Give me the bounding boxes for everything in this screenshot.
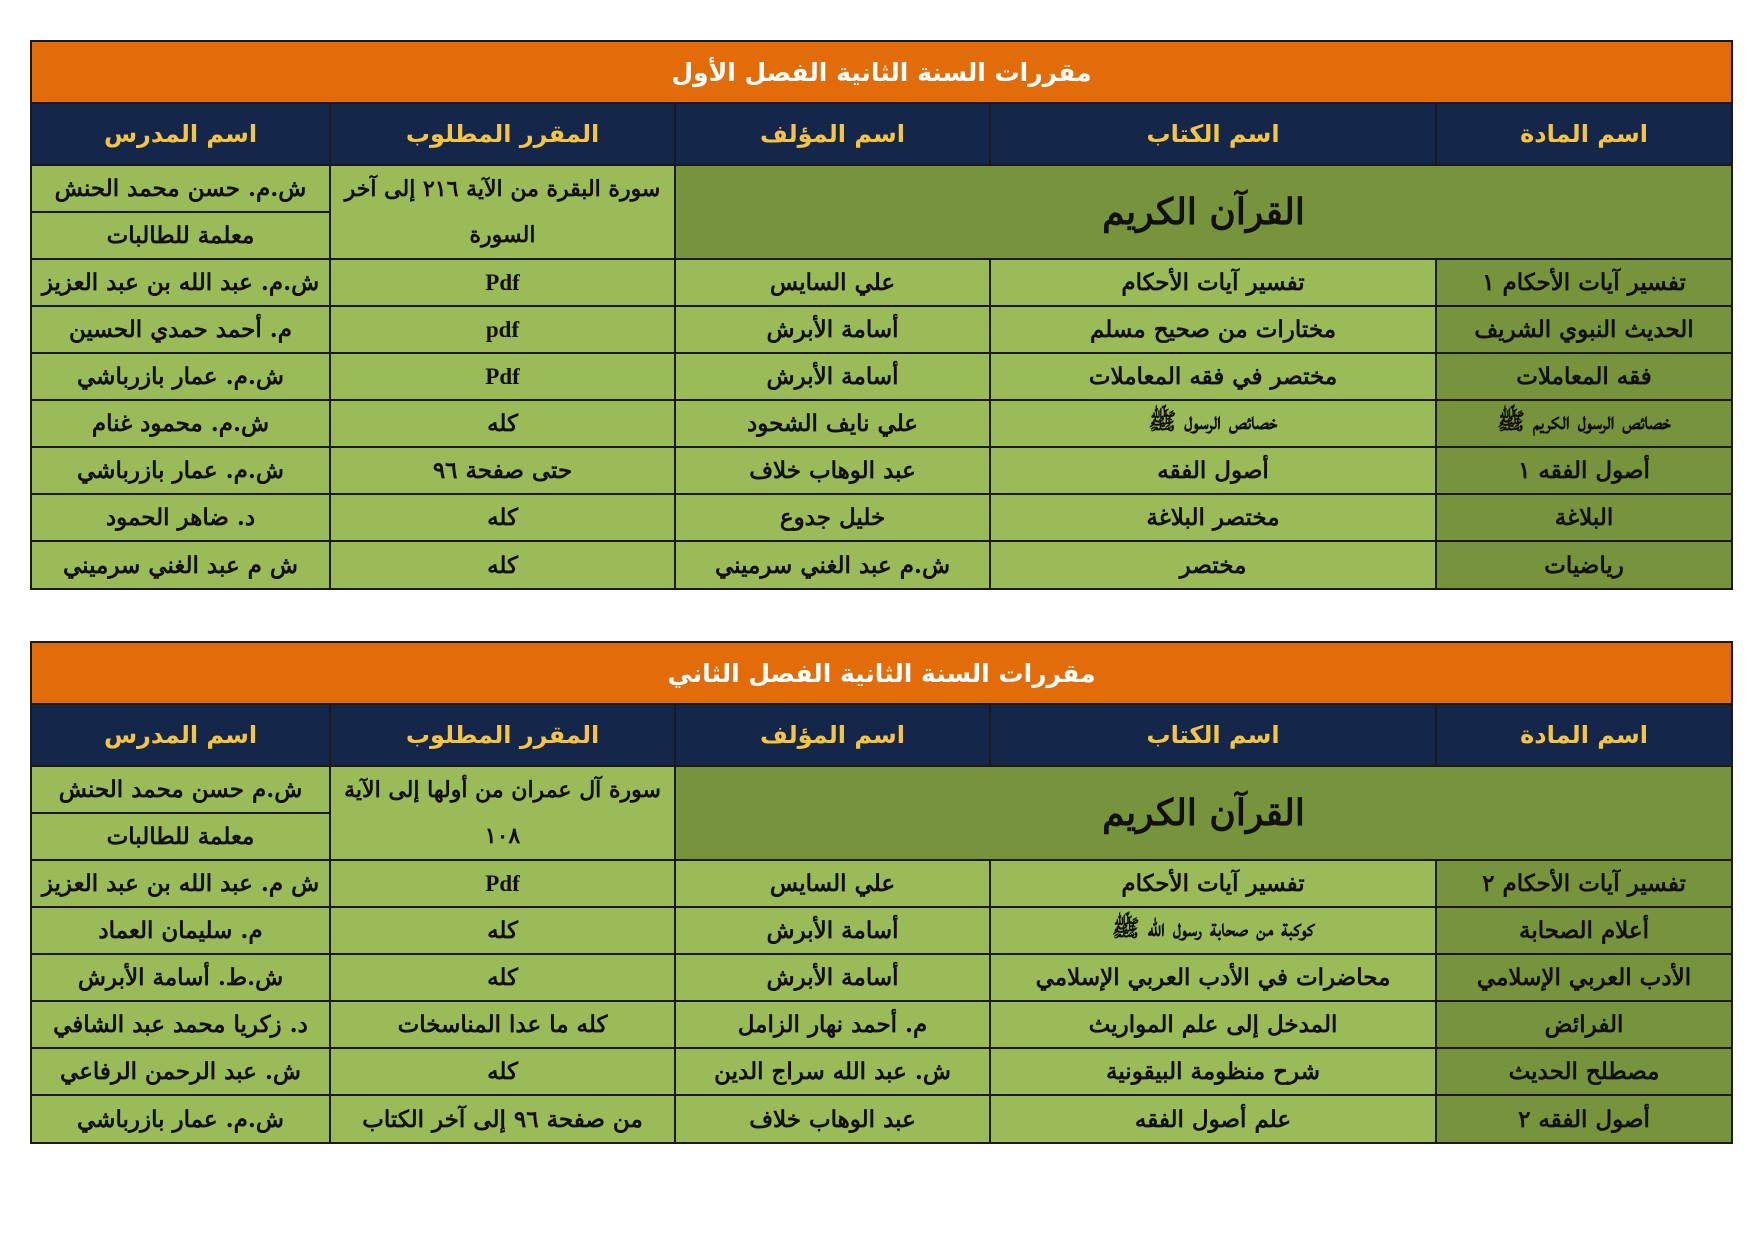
author-cell: ش.م عبد الغني سرميني (675, 541, 990, 589)
teacher-cell: ش.م. محمود غنام (31, 400, 330, 447)
book-cell: محاضرات في الأدب العربي الإسلامي (990, 954, 1436, 1001)
subject-cell: خصائص الرسول الكريم ﷺ (1436, 400, 1732, 447)
required-cell: كله (330, 954, 675, 1001)
author-cell: أسامة الأبرش (675, 353, 990, 400)
header-row (31, 103, 1732, 165)
table-row (31, 306, 1732, 353)
book-cell: تفسير آيات الأحكام (990, 860, 1436, 907)
header-subject: اسم المادة (1436, 103, 1732, 165)
teacher-cell: م. سليمان العماد (31, 907, 330, 954)
subject-cell: البلاغة (1436, 494, 1732, 541)
required-cell: حتى صفحة ٩٦ (330, 447, 675, 494)
author-cell: خليل جدوع (675, 494, 990, 541)
required-cell: pdf (330, 306, 675, 353)
subject-cell: أصول الفقه ١ (1436, 447, 1732, 494)
subject-cell: تفسير آيات الأحكام ١ (1436, 259, 1732, 306)
table-row (31, 907, 1732, 954)
header-author: اسم المؤلف (675, 704, 990, 766)
header-row (31, 704, 1732, 766)
author-cell: عبد الوهاب خلاف (675, 1095, 990, 1143)
book-cell: مختصر (990, 541, 1436, 589)
book-cell: مختارات من صحيح مسلم (990, 306, 1436, 353)
book-cell: مختصر في فقه المعاملات (990, 353, 1436, 400)
semester-1-table (30, 40, 1733, 590)
table-row (31, 259, 1732, 306)
subject-cell: أعلام الصحابة (1436, 907, 1732, 954)
teacher-cell: ش.م. عبد الله بن عبد العزيز (31, 259, 330, 306)
author-cell: م. أحمد نهار الزامل (675, 1001, 990, 1048)
table-title: مقررات السنة الثانية الفصل الأول (31, 41, 1732, 103)
required-cell: كله ما عدا المناسخات (330, 1001, 675, 1048)
subject-cell: رياضيات (1436, 541, 1732, 589)
required-cell: كله (330, 400, 675, 447)
quran-label: القرآن الكريم (675, 766, 1732, 860)
author-cell: علي نايف الشحود (675, 400, 990, 447)
table-row (31, 400, 1732, 447)
required-cell: كله (330, 494, 675, 541)
teacher-cell: ش.ط. أسامة الأبرش (31, 954, 330, 1001)
semester-2-table (30, 641, 1733, 1144)
required-cell: كله (330, 907, 675, 954)
book-cell: مختصر البلاغة (990, 494, 1436, 541)
author-cell: علي السايس (675, 860, 990, 907)
header-teacher: اسم المدرس (31, 704, 330, 766)
author-cell: عبد الوهاب خلاف (675, 447, 990, 494)
book-cell: خصائص الرسول ﷺ (990, 400, 1436, 447)
header-author: اسم المؤلف (675, 103, 990, 165)
teacher-cell: ش م عبد الغني سرميني (31, 541, 330, 589)
quran-teacher: ش.م. حسن محمد الحنش (31, 165, 330, 212)
subject-cell: الأدب العربي الإسلامي (1436, 954, 1732, 1001)
quran-required: سورة البقرة من الآية ٢١٦ إلى آخر السورة (330, 165, 675, 259)
required-cell: Pdf (330, 860, 675, 907)
table-row (31, 353, 1732, 400)
table-title-row (31, 41, 1732, 103)
required-cell: من صفحة ٩٦ إلى آخر الكتاب (330, 1095, 675, 1143)
table-row (31, 1001, 1732, 1048)
subject-cell: الحديث النبوي الشريف (1436, 306, 1732, 353)
book-cell: أصول الفقه (990, 447, 1436, 494)
subject-cell: تفسير آيات الأحكام ٢ (1436, 860, 1732, 907)
book-cell: تفسير آيات الأحكام (990, 259, 1436, 306)
teacher-cell: ش.م. عمار بازرباشي (31, 447, 330, 494)
subject-cell: فقه المعاملات (1436, 353, 1732, 400)
quran-teacher-female: معلمة للطالبات (31, 813, 330, 860)
teacher-cell: ش م. عبد الله بن عبد العزيز (31, 860, 330, 907)
teacher-cell: م. أحمد حمدي الحسين (31, 306, 330, 353)
table-row (31, 494, 1732, 541)
subject-cell: أصول الفقه ٢ (1436, 1095, 1732, 1143)
required-cell: كله (330, 1048, 675, 1095)
teacher-cell: ش.م. عمار بازرباشي (31, 353, 330, 400)
header-book: اسم الكتاب (990, 103, 1436, 165)
author-cell: علي السايس (675, 259, 990, 306)
required-cell: Pdf (330, 259, 675, 306)
header-subject: اسم المادة (1436, 704, 1732, 766)
header-book: اسم الكتاب (990, 704, 1436, 766)
quran-label: القرآن الكريم (675, 165, 1732, 259)
author-cell: أسامة الأبرش (675, 954, 990, 1001)
teacher-cell: د. ضاهر الحمود (31, 494, 330, 541)
teacher-cell: د. زكريا محمد عبد الشافي (31, 1001, 330, 1048)
author-cell: أسامة الأبرش (675, 306, 990, 353)
author-cell: أسامة الأبرش (675, 907, 990, 954)
quran-teacher: ش.م حسن محمد الحنش (31, 766, 330, 813)
subject-cell: مصطلح الحديث (1436, 1048, 1732, 1095)
quran-row (31, 165, 1732, 212)
header-teacher: اسم المدرس (31, 103, 330, 165)
book-cell: شرح منظومة البيقونية (990, 1048, 1436, 1095)
header-required: المقرر المطلوب (330, 704, 675, 766)
required-cell: كله (330, 541, 675, 589)
book-cell: كوكبة من صحابة رسول الله ﷺ (990, 907, 1436, 954)
table-row (31, 954, 1732, 1001)
quran-row (31, 766, 1732, 813)
table-title: مقررات السنة الثانية الفصل الثاني (31, 642, 1732, 704)
header-required: المقرر المطلوب (330, 103, 675, 165)
teacher-cell: ش. عبد الرحمن الرفاعي (31, 1048, 330, 1095)
table-row (31, 1095, 1732, 1143)
teacher-cell: ش.م. عمار بازرباشي (31, 1095, 330, 1143)
subject-cell: الفرائض (1436, 1001, 1732, 1048)
required-cell: Pdf (330, 353, 675, 400)
table-row (31, 860, 1732, 907)
author-cell: ش. عبد الله سراج الدين (675, 1048, 990, 1095)
quran-teacher-female: معلمة للطالبات (31, 212, 330, 259)
table-row (31, 541, 1732, 589)
quran-required: سورة آل عمران من أولها إلى الآية ١٠٨ (330, 766, 675, 860)
book-cell: المدخل إلى علم المواريث (990, 1001, 1436, 1048)
book-cell: علم أصول الفقه (990, 1095, 1436, 1143)
table-title-row (31, 642, 1732, 704)
table-row (31, 1048, 1732, 1095)
table-row (31, 447, 1732, 494)
